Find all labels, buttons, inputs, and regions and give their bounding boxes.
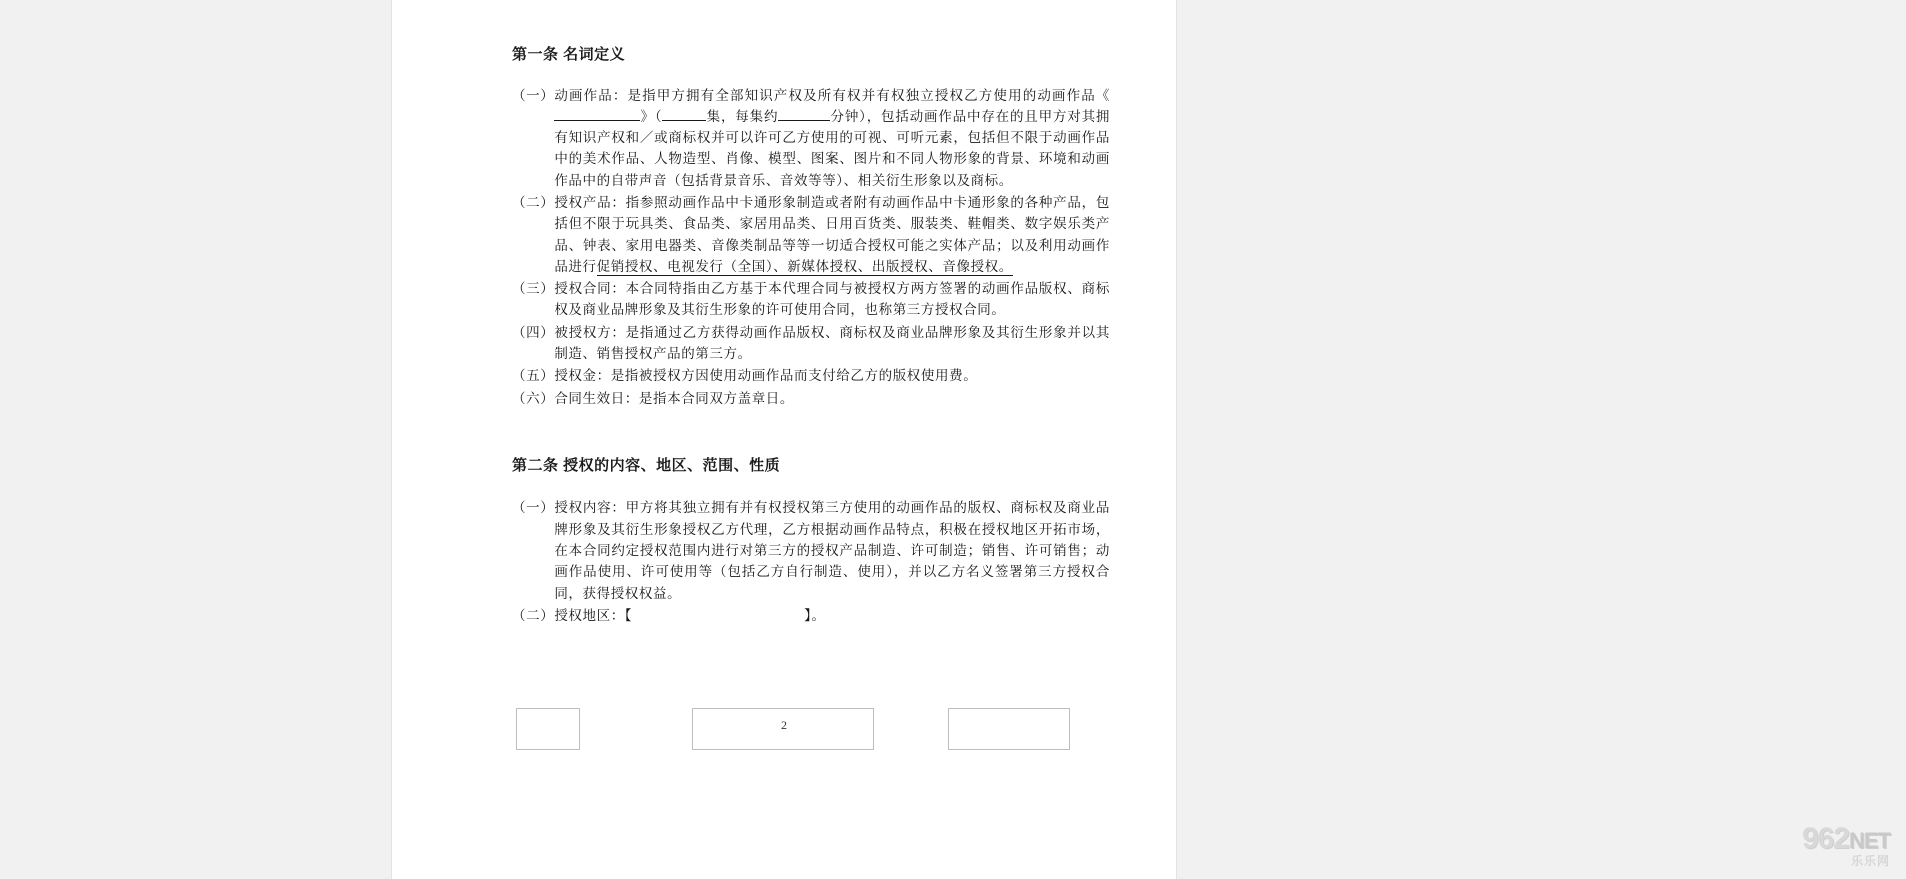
paragraph-text: 授权内容：甲方将其独立拥有并有权授权第三方使用的动画作品的版权、商标权及商业品牌形象及其衍生形象授权乙方代理，乙方根据动画作品特点，积极在授权地区开拓市场，在本合同约定授权范围内进行对第三方的授权产品制造、许可制造；销售、许可销售；动画作品使用、许可使用等（包括乙方自行制造、使用），并以乙方名义签署第三方授权合同，获得授权权益。 — [554, 500, 1110, 601]
list-marker: （一） — [512, 87, 555, 103]
watermark-main — [1802, 822, 1890, 855]
paragraph-item — [512, 278, 1110, 321]
list-marker: （二） — [512, 607, 555, 623]
paragraph-text-part: 》（ — [640, 108, 663, 124]
paragraph-text: 合同生效日：是指本合同双方盖章日。 — [554, 390, 795, 406]
list-marker: （四） — [512, 324, 555, 340]
paragraph-text — [554, 605, 1110, 626]
section-one-heading: 第一条 名词定义 — [512, 46, 626, 63]
fill-blank-minutes[interactable] — [778, 120, 830, 121]
paragraph-item — [512, 365, 1110, 386]
paragraph-item — [512, 322, 1110, 365]
paragraph-text — [554, 85, 1110, 191]
watermark-main-suffix: NET — [1849, 828, 1890, 853]
paragraph-text-part: 授权地区：【 — [554, 607, 633, 623]
viewer-left-background — [0, 0, 392, 879]
paragraph-item — [512, 388, 1110, 409]
paragraph-text-part: 】。 — [804, 607, 826, 623]
next-page-partial — [392, 706, 1176, 879]
watermark — [1802, 824, 1890, 867]
paragraph-text-underlined: 促销授权、电视发行（全国）、新媒体授权、出版授权、音像授权。 — [596, 258, 1013, 274]
paragraph-text: 被授权方：是指通过乙方获得动画作品版权、商标权及商业品牌形象及其衍生形象并以其制造、销售授权产品的第三方。 — [554, 324, 1110, 362]
paragraph-text-part: 授权产品：指参照动画作品中卡通形象制造或者附有动画作品中卡通形象的各种产品，包括但不限于玩具类、食品类、家居用品类、日用百货类、服装类、鞋帽类、数字娱乐类产品、钟表、家用电器类、音像类制品等等一切适合授权可能之实体产品；以及利用动画作品进行 — [554, 194, 1110, 274]
viewer-right-background — [1176, 0, 1906, 879]
section-two-heading: 第二条 授权的内容、地区、范围、性质 — [512, 456, 781, 474]
list-marker: （一） — [512, 500, 555, 516]
paragraph-text-part: 集，每集约 — [706, 108, 779, 124]
list-marker: （二） — [512, 194, 555, 210]
list-marker: （五） — [512, 368, 555, 384]
paragraph-text-part: 分钟），包括动画作品中存在的且甲方对其拥有知识产权和／或商标权并可以许可乙方使用的可视、可听元素，包括但不限于动画作品中的美术作品、人物造型、肖像、模型、图案、图片和不同人物形象的背景、环境和动画作品中的自带声音（包括背景音乐、音效等等）、相关衍生形象以及商标。 — [554, 108, 1111, 188]
list-marker: （三） — [512, 281, 555, 297]
paragraph-text: 授权合同：本合同特指由乙方基于本代理合同与被授权方两方签署的动画作品版权、商标权及商业品牌形象及其衍生形象的许可使用合同，也称第三方授权合同。 — [554, 281, 1110, 318]
watermark-sub: 乐乐网 — [1850, 854, 1890, 868]
paragraph-text — [554, 192, 1110, 277]
paragraph-item — [512, 85, 1110, 191]
page-number: 2 — [781, 718, 787, 732]
paragraph-item — [512, 497, 1110, 603]
paragraph-text-part: 动画作品：是指甲方拥有全部知识产权及所有权并有权独立授权乙方使用的动画作品《 — [554, 87, 1110, 103]
fill-blank-episodes[interactable] — [662, 120, 706, 121]
paragraph-item — [512, 605, 1110, 626]
list-marker: （六） — [512, 390, 555, 406]
paragraph-text: 授权金：是指被授权方因使用动画作品而支付给乙方的版权使用费。 — [554, 368, 978, 384]
paragraph-item — [512, 192, 1110, 277]
fill-blank-title[interactable] — [554, 120, 640, 121]
watermark-main-text: 962 — [1801, 822, 1849, 855]
